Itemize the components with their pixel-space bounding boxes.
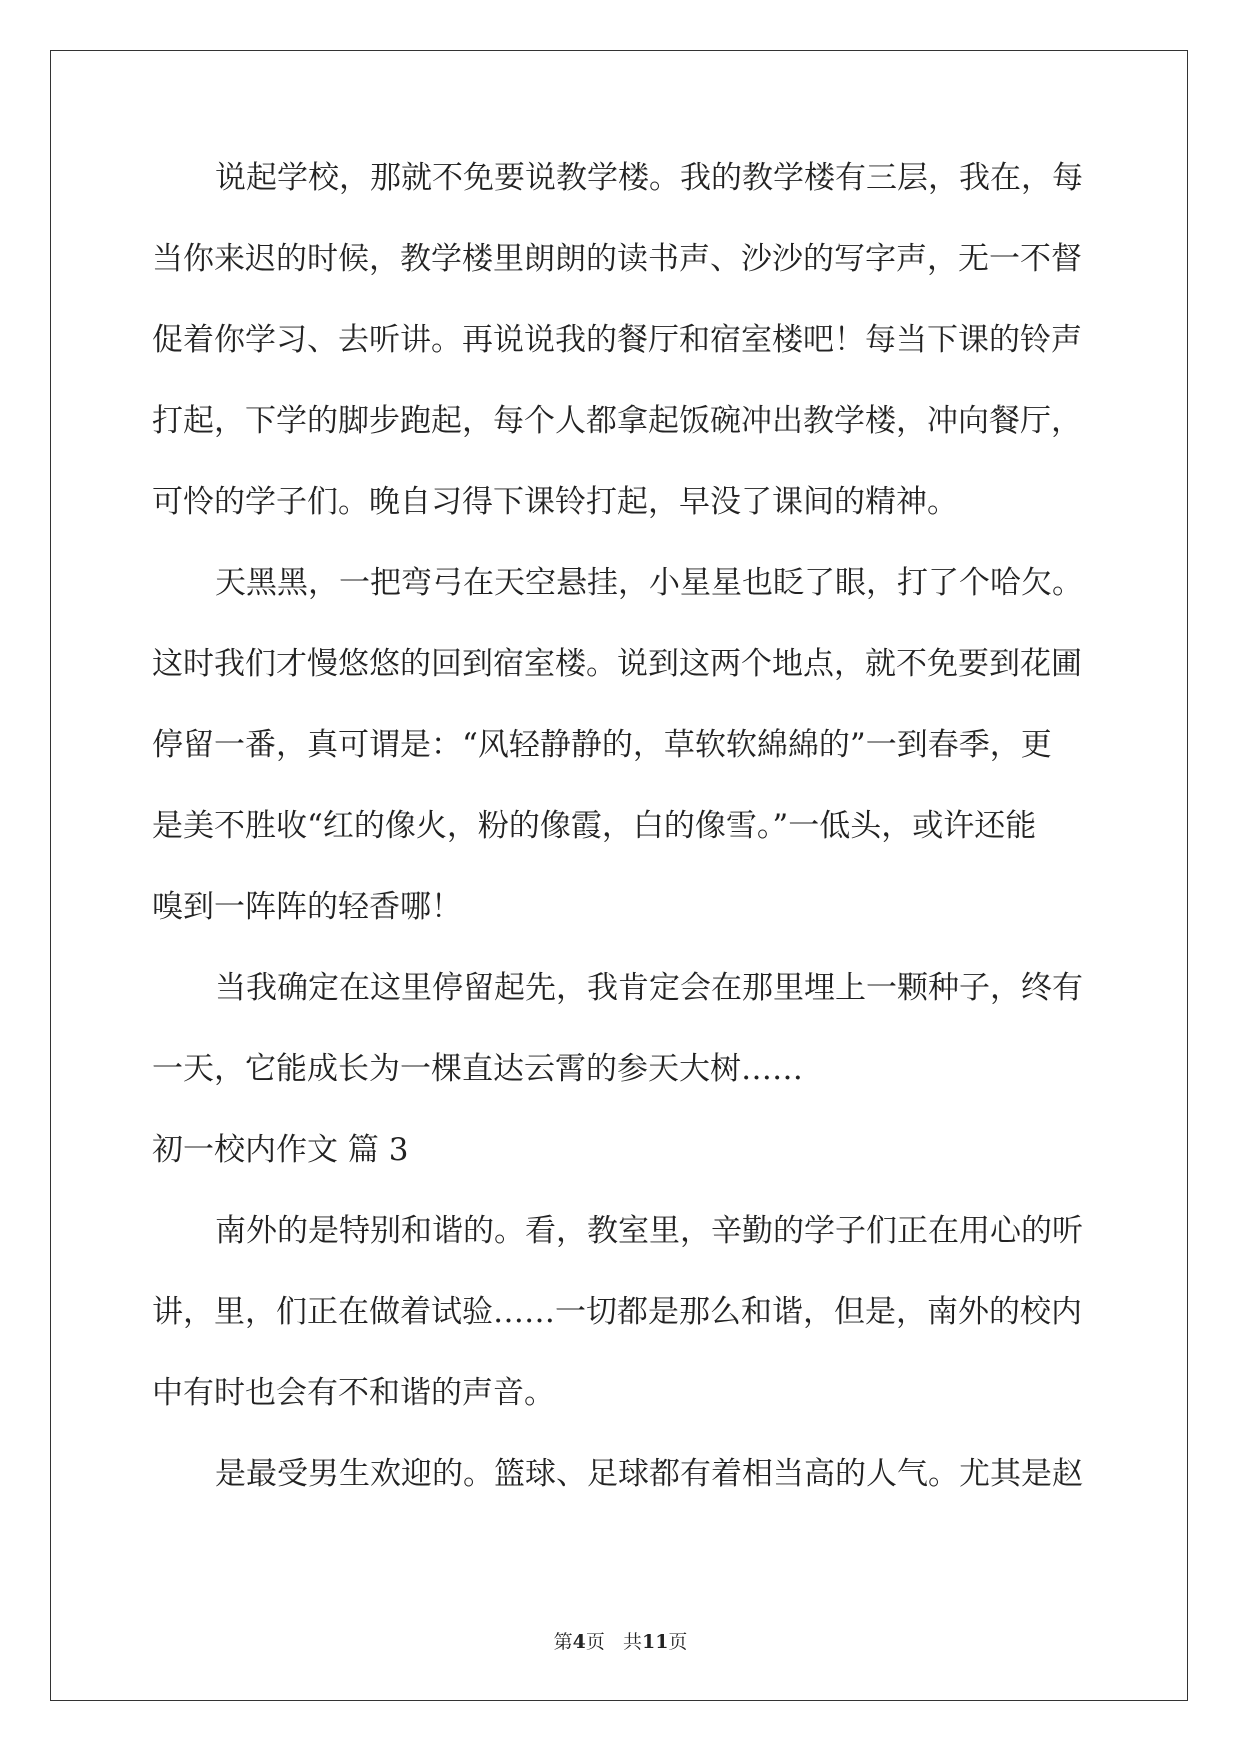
footer-page-number: 4 — [572, 1631, 586, 1653]
footer-prefix: 第 — [553, 1631, 573, 1653]
text-line: 说起学校，那就不免要说教学楼。我的教学楼有三层，我在，每 — [215, 160, 1083, 196]
section-heading: 初一校内作文 篇 3 — [152, 1132, 409, 1168]
text-line: 天黑黑，一把弯弓在天空悬挂，小星星也眨了眼，打了个哈欠。 — [215, 565, 1083, 601]
document-body — [152, 160, 1088, 1537]
text-line: 打起，下学的脚步跑起，每个人都拿起饭碗冲出教学楼，冲向餐厅， — [152, 403, 1082, 439]
text-line: 这时我们才慢悠悠的回到宿室楼。说到这两个地点，就不免要到花圃 — [152, 646, 1082, 682]
footer-page-suffix: 页 — [585, 1631, 605, 1653]
footer-total-prefix: 共 — [622, 1631, 642, 1653]
text-line: 中有时也会有不和谐的声音。 — [152, 1375, 555, 1411]
text-line: 促着你学习、去听讲。再说说我的餐厅和宿室楼吧！每当下课的铃声 — [152, 322, 1082, 358]
footer-total-pages: 11 — [641, 1631, 669, 1653]
text-line: 可怜的学子们。晚自习得下课铃打起，早没了课间的精神。 — [152, 484, 958, 520]
text-line: 嗅到一阵阵的轻香哪！ — [152, 889, 462, 925]
text-line: 是最受男生欢迎的。篮球、足球都有着相当高的人气。尤其是赵 — [215, 1456, 1083, 1492]
footer-total-suffix: 页 — [668, 1631, 688, 1653]
text-line: 当你来迟的时候，教学楼里朗朗的读书声、沙沙的写字声，无一不督 — [152, 241, 1082, 277]
text-line: 当我确定在这里停留起先，我肯定会在那里埋上一颗种子，终有 — [215, 970, 1083, 1006]
text-line: 停留一番，真可谓是：“风轻静静的，草软软綿綿的”一到春季，更 — [152, 727, 1052, 763]
text-line: 是美不胜收“红的像火，粉的像霞，白的像雪。”一低头，或许还能 — [152, 808, 1037, 844]
text-line: 讲，里，们正在做着试验……一切都是那么和谐，但是，南外的校内 — [152, 1294, 1082, 1330]
page-footer — [0, 1627, 1241, 1654]
text-line: 一天，它能成长为一棵直达云霄的参天大树…… — [152, 1051, 803, 1087]
text-line: 南外的是特别和谐的。看，教室里，辛勤的学子们正在用心的听 — [215, 1213, 1083, 1249]
